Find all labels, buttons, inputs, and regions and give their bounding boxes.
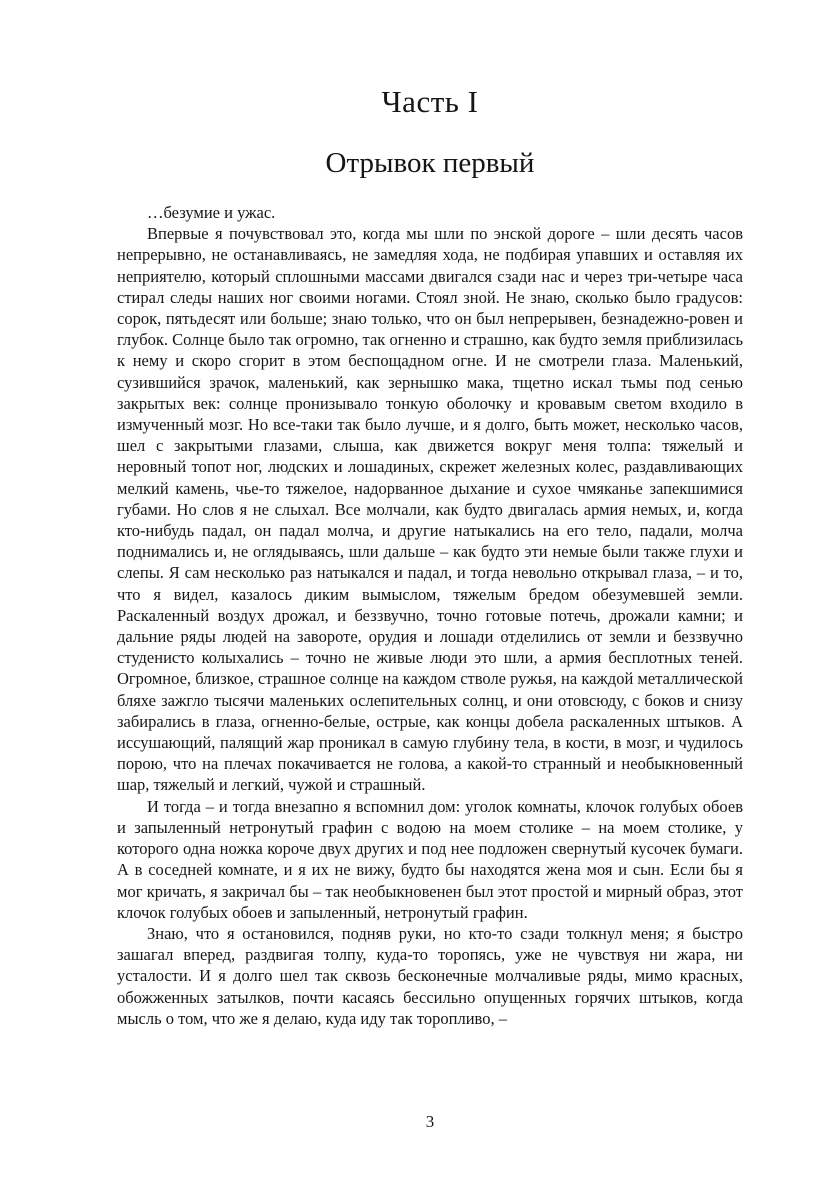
paragraph: …безумие и ужас. — [147, 203, 276, 222]
part-title: Часть I — [381, 84, 479, 119]
paragraph: И тогда – и тогда внезапно я вспомнил дом: уголок комнаты, клочок голубых обоев и запыленный нетронутый графин с водою на моем столике – на моем столике, у которого одна ножка короче двух других и под нее подложен свернутый кусочек бумаги. А в соседней комнате, и я их не вижу, будто бы находятся жена моя и сын. Если бы я мог кричать, я закричал бы – так необыкновенен был этот простой и мирный образ, этот клочок голубых обоев и запыленный, нетронутый графин. — [117, 796, 743, 922]
paragraph: Впервые я почувствовал это, когда мы шли по энской дороге – шли десять часов непрерывно, не останавливаясь, не замедляя хода, не подбирая упавших и оставляя их неприятелю, который сплошными массами двигался сзади нас и через три-четыре часа стирал следы наших ног своими ногами. Стоял зной. Не знаю, сколько было градусов: сорок, пятьдесят или больше; знаю только, что он был непрерывен, безнадежно-ровен и глубок. Солнце было так огромно, так огненно и страшно, как будто земля приблизилась к нему и скоро сгорит в этом беспощадном огне. И не смотрели глаза. Маленький, сузившийся зрачок, маленький, как зернышко мака, тщетно искал тьмы под сенью закрытых век: солнце пронизывало тонкую оболочку и кровавым светом входило в измученный мозг. Но все-таки так было лучше, и я долго, быть может, несколько часов, шел с закрытыми глазами, слыша, как движется вокруг меня толпа: тяжелый и неровный топот ног, людских и лошадиных, скрежет железных колес, раздавливающих мелкий камень, чье-то тяжелое, надорванное дыхание и сухое чмяканье запекшимися губами. Но слов я не слыхал. Все молчали, как будто двигалась армия немых, и, когда кто-нибудь падал, он падал молча, и другие натыкались на его тело, падали, молча поднимались и, не оглядываясь, шли дальше – как будто эти немые были также глухи и слепы. Я сам несколько раз натыкался и падал, и тогда невольно открывал глаза, – и то, что я видел, казалось диким вымыслом, тяжелым бредом обезумевшей земли. Раскаленный воздух дрожал, и беззвучно, точно готовые потечь, дрожали камни; и дальние ряды людей на завороте, орудия и лошади отделились от земли и беззвучно студенисто колыхались – точно не живые люди это шли, а армия бесплотных теней. Огромное, близкое, страшное солнце на каждом стволе ружья, на каждой металлической бляхе зажгло тысячи маленьких ослепительных солнц, и они отовсюду, с боков и снизу забирались в глаза, огненно-белые, острые, как концы добела раскаленных штыков. А иссушающий, палящий жар проникал в самую глубину тела, в кости, в мозг, и чудилось порою, что на плечах покачивается не голова, а какой-то странный и необыкновенный шар, тяжелый и легкий, чужой и страшный. — [117, 224, 743, 795]
body-text — [117, 202, 743, 1029]
section-title: Отрывок первый — [325, 147, 535, 179]
page-number: 3 — [425, 1112, 435, 1131]
paragraph: Знаю, что я остановился, подняв руки, но кто-то сзади толкнул меня; я быстро зашагал вперед, раздвигая толпу, куда-то торопясь, уже не чувствуя ни жара, ни усталости. И я долго шел так сквозь бесконечные молчаливые ряды, мимо красных, обожженных затылков, почти касаясь бессильно опущенных горячих штыков, когда мысль о том, что же я делаю, куда иду так торопливо, – — [117, 923, 743, 1028]
